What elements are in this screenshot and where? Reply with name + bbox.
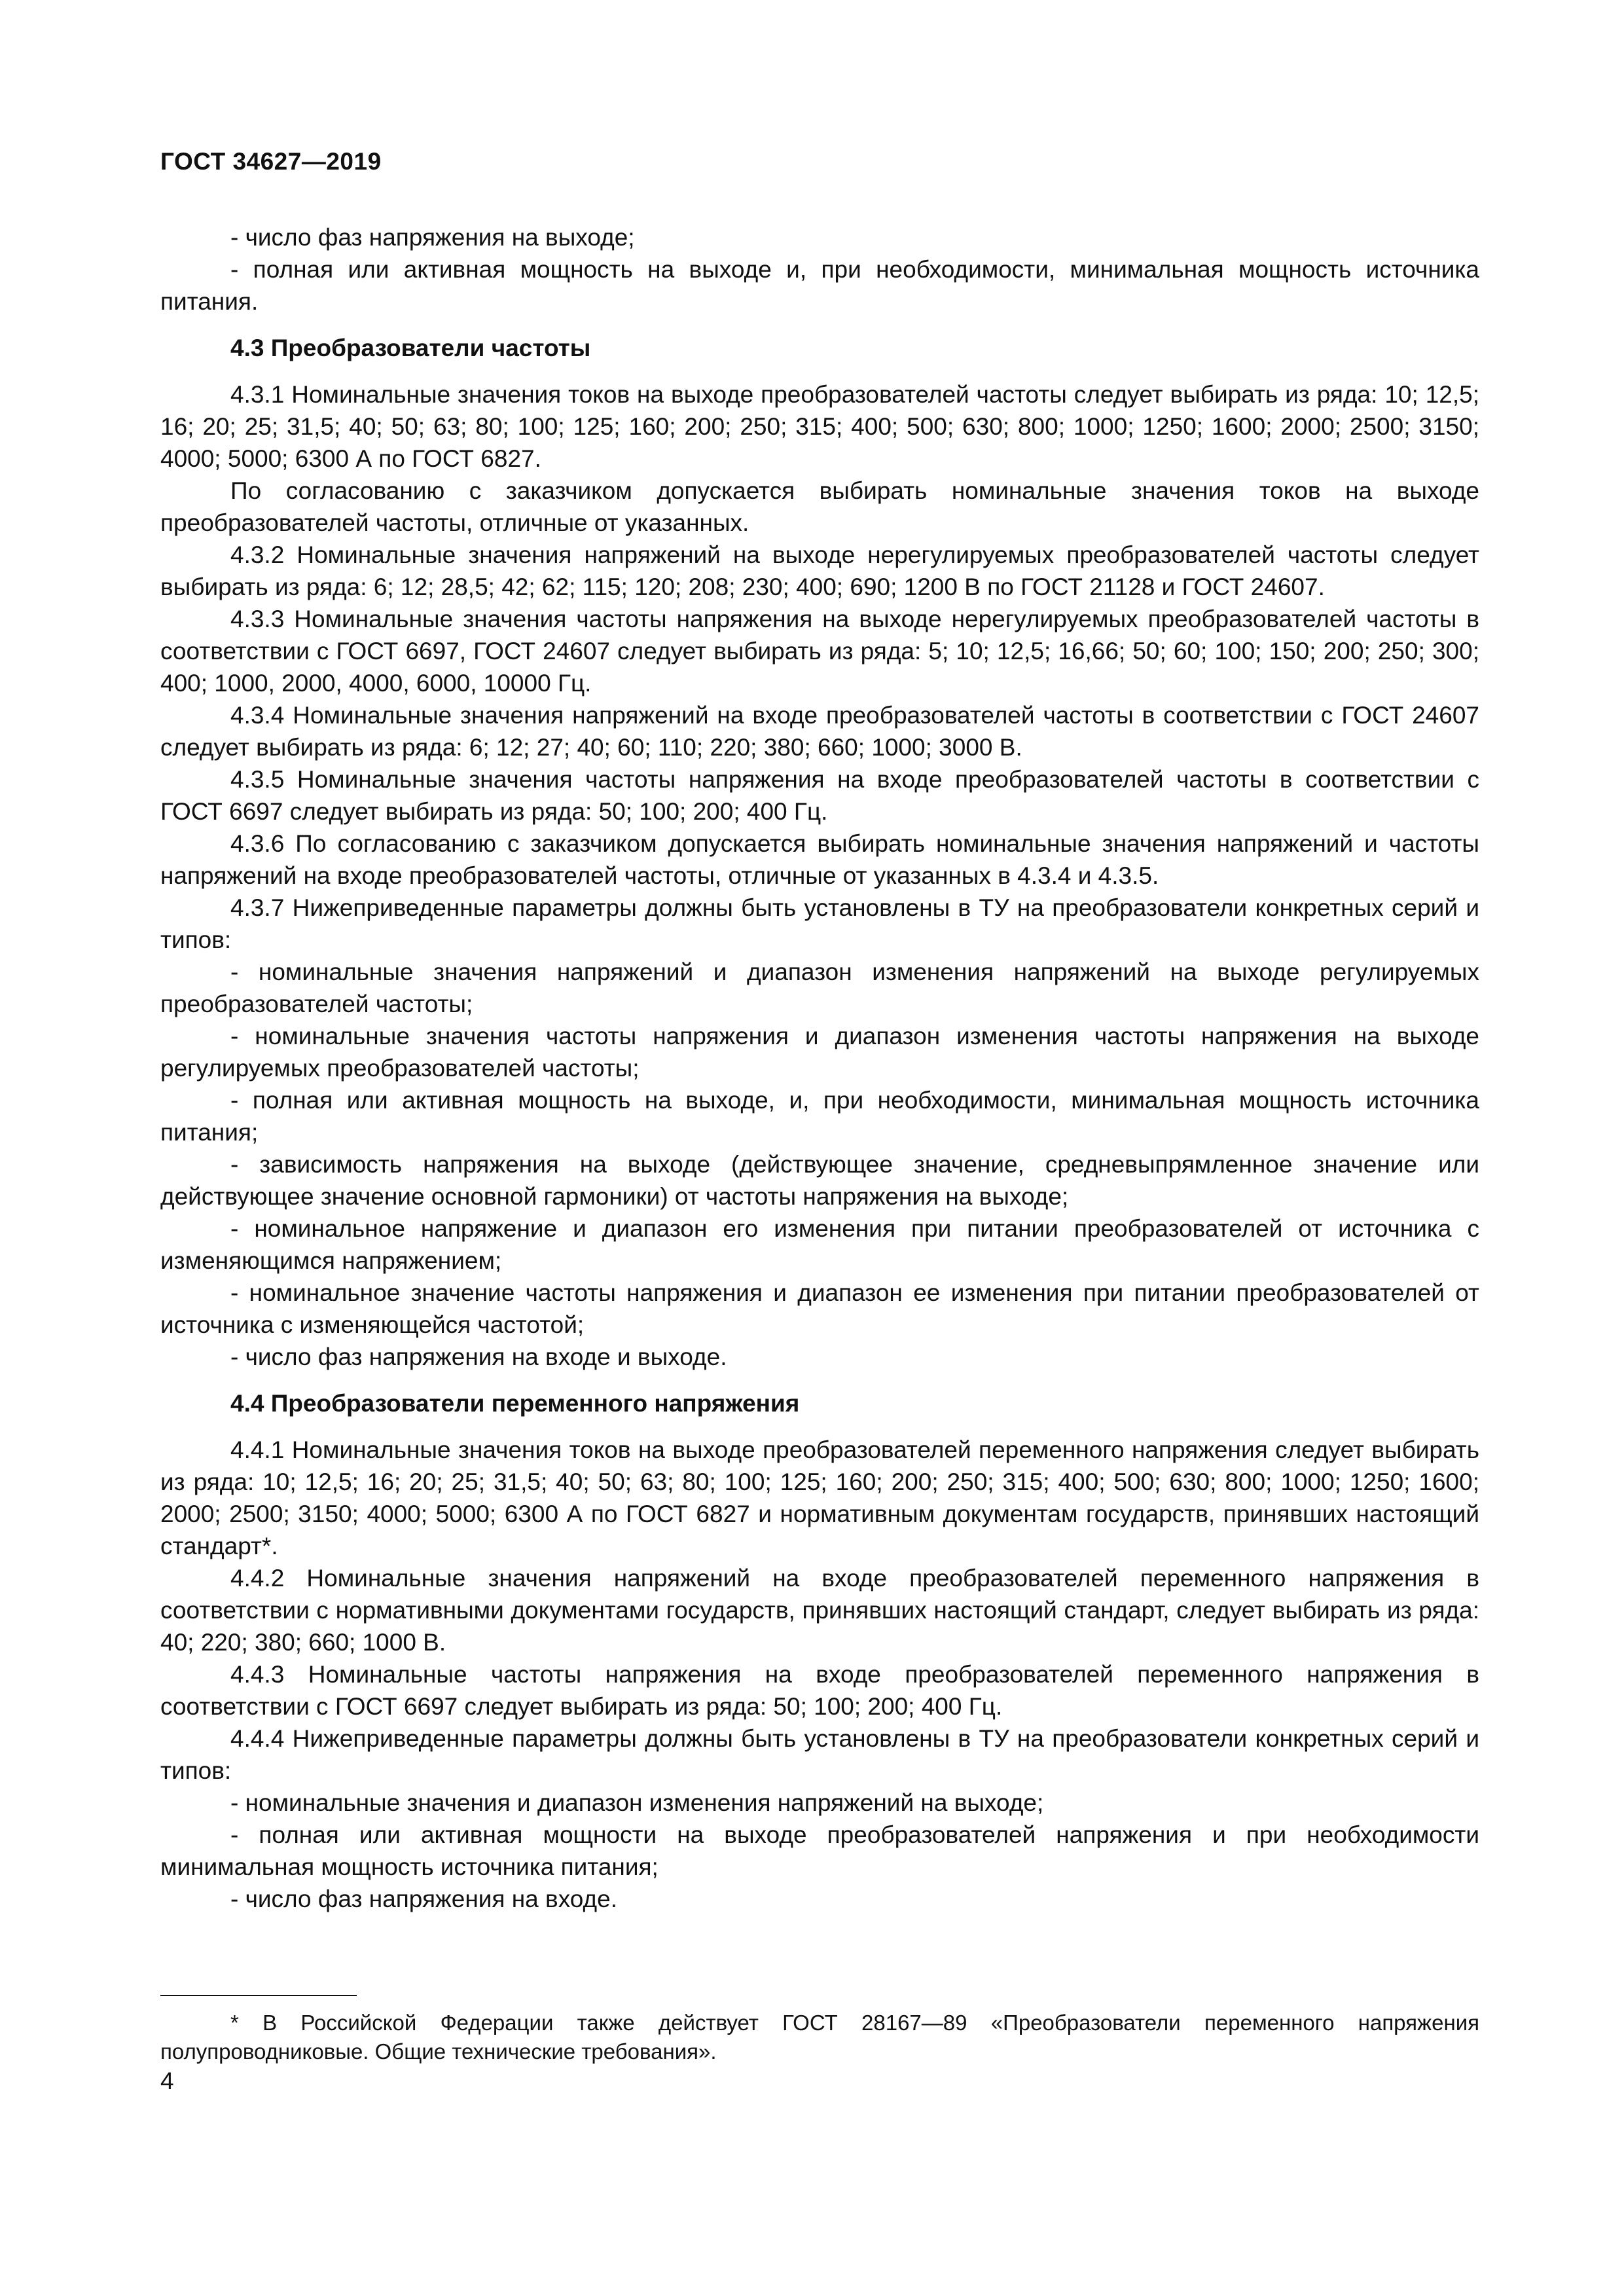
paragraph: 4.4.4 Нижеприведенные параметры должны быть установлены в ТУ на преобразователи конкретных серий и типов: (160, 1725, 1479, 1784)
paragraph: - полная или активная мощность на выходе и, при необходимости, минимальная мощность источника питания. (160, 256, 1479, 315)
paragraph: По согласованию с заказчиком допускается выбирать номинальные значения токов на выходе преобразователей частоты, отличные от указанных. (160, 477, 1479, 536)
page-number: 4 (160, 2068, 174, 2094)
list-item: - число фаз напряжения на входе. (230, 1886, 617, 1912)
standard-header: ГОСТ 34627—2019 (160, 148, 382, 175)
paragraph: 4.4.3 Номинальные частоты напряжения на входе преобразователей переменного напряжения в соответствии с ГОСТ 6697 следует выбирать из ряда: 50; 100; 200; 400 Гц. (160, 1661, 1479, 1720)
paragraph: 4.3.4 Номинальные значения напряжений на входе преобразователей частоты в соответствии с ГОСТ 24607 следует выбирать из ряда: 6; 12; 27; 40; 60; 110; 220; 380; 660; 1000; 3000 В. (160, 702, 1479, 761)
list-item: - номинальные значения частоты напряжения и диапазон изменения частоты напряжения на выходе регулируемых преобразователей частоты; (160, 1023, 1479, 1082)
paragraph: 4.3.6 По согласованию с заказчиком допускается выбирать номинальные значения напряжений и частоты напряжений на входе преобразователей частоты, отличные от указанных в 4.3.4 и 4.3.5. (160, 830, 1479, 889)
paragraph: - число фаз напряжения на выходе; (230, 224, 635, 251)
footnote: * В Российской Федерации также действует ГОСТ 28167—89 «Преобразователи переменного напряжения полупроводниковые. Общие технические требования». (160, 2011, 1479, 2064)
list-item: - номинальные значения напряжений и диапазон изменения напряжений на выходе регулируемых преобразователей частоты; (160, 958, 1479, 1017)
paragraph: 4.3.1 Номинальные значения токов на выходе преобразователей частоты следует выбирать из ряда: 10; 12,5; 16; 20; 25; 31,5; 40; 50; 63; 80; 100; 125; 160; 200; 250; 315; 400; 500; 630; 800; 1000; 1250; 1600; 2000; 2500; 3150; 4000; 5000; 6300 А по ГОСТ 6827. (160, 381, 1479, 472)
list-item: - номинальное значение частоты напряжения и диапазон ее изменения при питании преобразователей от источника с изменяющейся частотой; (160, 1279, 1479, 1338)
document-body (160, 221, 1479, 1915)
list-item: - зависимость напряжения на выходе (действующее значение, средневыпрямленное значение или действующее значение основной гармоники) от частоты напряжения на выходе; (160, 1151, 1479, 1210)
paragraph: 4.4.2 Номинальные значения напряжений на входе преобразователей переменного напряжения в соответствии с нормативными документами государств, принявших настоящий стандарт, следует выбирать из ряда: 40; 220; 380; 660; 1000 В. (160, 1565, 1479, 1656)
paragraph: 4.3.7 Нижеприведенные параметры должны быть установлены в ТУ на преобразователи конкретных серий и типов: (160, 894, 1479, 953)
paragraph: 4.4.1 Номинальные значения токов на выходе преобразователей переменного напряжения следует выбирать из ряда: 10; 12,5; 16; 20; 25; 31,5; 40; 50; 63; 80; 100; 125; 160; 200; 250; 315; 400; 500; 630; 800; 1000; 1250; 1600; 2000; 2500; 3150; 4000; 5000; 6300 А по ГОСТ 6827 и нормативным документам государств, принявших настоящий стандарт*. (160, 1436, 1479, 1559)
list-item: - полная или активная мощности на выходе преобразователей напряжения и при необходимости минимальная мощность источника питания; (160, 1821, 1479, 1880)
paragraph: 4.3.3 Номинальные значения частоты напряжения на выходе нерегулируемых преобразователей частоты в соответствии с ГОСТ 6697, ГОСТ 24607 следует выбирать из ряда: 5; 10; 12,5; 16,66; 50; 60; 100; 150; 200; 250; 300; 400; 1000, 2000, 4000, 6000, 10000 Гц. (160, 606, 1479, 697)
footnote-divider (160, 1995, 357, 1996)
paragraph: 4.3.5 Номинальные значения частоты напряжения на входе преобразователей частоты в соответствии с ГОСТ 6697 следует выбирать из ряда: 50; 100; 200; 400 Гц. (160, 766, 1479, 825)
paragraph: 4.3.2 Номинальные значения напряжений на выходе нерегулируемых преобразователей частоты следует выбирать из ряда: 6; 12; 28,5; 42; 62; 115; 120; 208; 230; 400; 690; 1200 В по ГОСТ 21128 и ГОСТ 24607. (160, 541, 1479, 600)
list-item: - полная или активная мощность на выходе, и, при необходимости, минимальная мощность источника питания; (160, 1087, 1479, 1146)
section-heading-4-3: 4.3 Преобразователи частоты (230, 335, 591, 361)
list-item: - номинальные значения и диапазон изменения напряжений на выходе; (230, 1789, 1044, 1816)
section-heading-4-4: 4.4 Преобразователи переменного напряжения (230, 1390, 800, 1417)
list-item: - номинальное напряжение и диапазон его изменения при питании преобразователей от источника с изменяющимся напряжением; (160, 1215, 1479, 1274)
list-item: - число фаз напряжения на входе и выходе. (230, 1343, 727, 1370)
